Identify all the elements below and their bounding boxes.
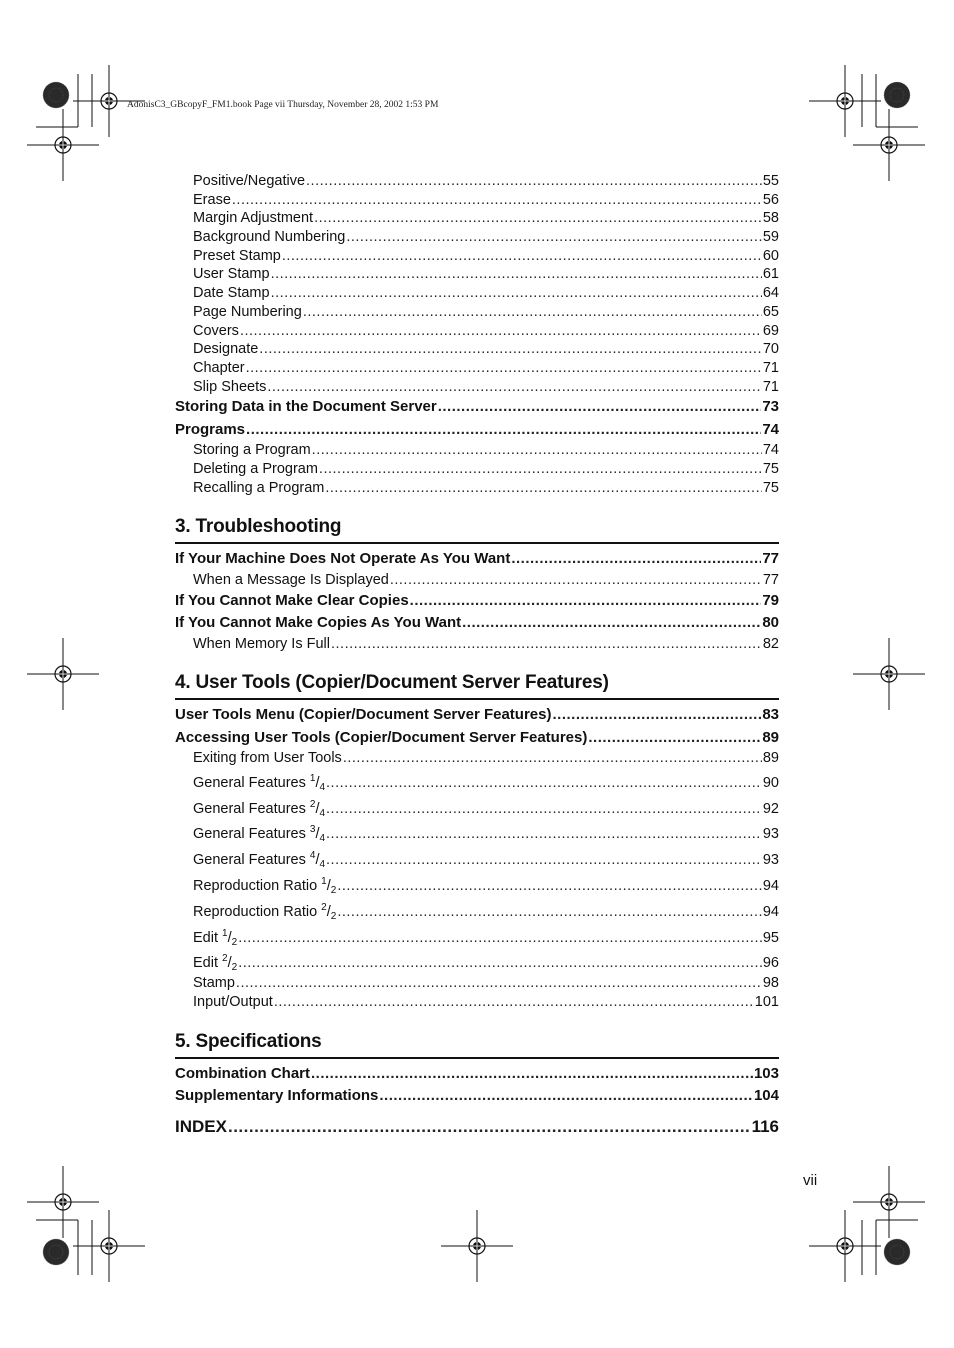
chapter-rule <box>175 1057 779 1059</box>
toc-entry[interactable]: General Features $^3/_4$ ..... 93 <box>175 819 779 845</box>
toc-entry[interactable]: Edit $^2/_2$ ..... 96 <box>175 948 779 974</box>
toc-entry[interactable]: Background Numbering ..... 59 <box>175 228 779 247</box>
toc-section-entry[interactable]: Combination Chart ..... 103 <box>175 1063 779 1086</box>
toc-entry[interactable]: Positive/Negative ..... 55 <box>175 172 779 191</box>
toc-entry[interactable]: When a Message Is Displayed ..... 77 <box>175 571 779 590</box>
toc-section-entry[interactable]: User Tools Menu (Copier/Document Server Features) ..... 83 <box>175 704 779 727</box>
chapter-rule <box>175 698 779 700</box>
toc-entry[interactable]: Preset Stamp ..... 60 <box>175 247 779 266</box>
toc-entry[interactable]: User Stamp ..... 61 <box>175 265 779 284</box>
book-header-info: AdonisC3_GBcopyF_FM1.book Page vii Thursday, November 28, 2002 1:53 PM <box>127 100 439 110</box>
table-of-contents <box>175 172 779 1140</box>
chapter-rule <box>175 542 779 544</box>
toc-entry[interactable]: Erase ..... 56 <box>175 191 779 210</box>
toc-entry[interactable]: Margin Adjustment ..... 58 <box>175 209 779 228</box>
toc-entry[interactable]: Chapter ..... 71 <box>175 359 779 378</box>
chapter-heading: 3. Troubleshooting <box>175 516 342 538</box>
toc-section-entry[interactable]: If You Cannot Make Copies As You Want ..... 80 <box>175 612 779 635</box>
page-number: vii <box>803 1172 818 1189</box>
toc-section-entry[interactable]: Supplementary Informations ..... 104 <box>175 1085 779 1108</box>
toc-entry[interactable]: Storing a Program ..... 74 <box>175 441 779 460</box>
toc-entry[interactable]: General Features $^1/_4$ ..... 90 <box>175 768 779 794</box>
toc-section-entry[interactable]: Programs ..... 74 <box>175 419 779 442</box>
chapter-heading: 4. User Tools (Copier/Document Server Features) <box>175 672 609 694</box>
toc-entry[interactable]: General Features $^4/_4$ ..... 93 <box>175 845 779 871</box>
toc-entry[interactable]: Reproduction Ratio $^2/_2$ ..... 94 <box>175 897 779 923</box>
toc-entry[interactable]: Input/Output ..... 101 <box>175 993 779 1012</box>
chapter-heading: 5. Specifications <box>175 1030 322 1052</box>
toc-entry[interactable]: Designate ..... 70 <box>175 340 779 359</box>
toc-entry[interactable]: Exiting from User Tools ..... 89 <box>175 749 779 768</box>
toc-entry[interactable]: Recalling a Program ..... 75 <box>175 479 779 498</box>
toc-entry[interactable]: General Features $^2/_4$ ..... 92 <box>175 794 779 820</box>
toc-entry[interactable]: Edit $^1/_2$ ..... 95 <box>175 923 779 949</box>
toc-section-entry[interactable]: If Your Machine Does Not Operate As You Want ..... 77 <box>175 548 779 571</box>
toc-section-entry[interactable]: Storing Data in the Document Server ..... 73 <box>175 396 779 419</box>
toc-entry[interactable]: Date Stamp ..... 64 <box>175 284 779 303</box>
toc-entry[interactable]: Covers ..... 69 <box>175 322 779 341</box>
toc-entry[interactable]: Stamp ..... 98 <box>175 974 779 993</box>
toc-section-entry[interactable]: Accessing User Tools (Copier/Document Server Features) ..... 89 <box>175 727 779 750</box>
toc-entry[interactable]: Reproduction Ratio $^1/_2$ ..... 94 <box>175 871 779 897</box>
toc-section-entry[interactable]: If You Cannot Make Clear Copies ..... 79 <box>175 590 779 613</box>
toc-entry[interactable]: Slip Sheets ..... 71 <box>175 378 779 397</box>
toc-entry[interactable]: When Memory Is Full ..... 82 <box>175 635 779 654</box>
toc-entry[interactable]: Page Numbering ..... 65 <box>175 303 779 322</box>
toc-index-entry[interactable]: INDEX ..... 116 <box>175 1114 779 1140</box>
toc-entry[interactable]: Deleting a Program ..... 75 <box>175 460 779 479</box>
